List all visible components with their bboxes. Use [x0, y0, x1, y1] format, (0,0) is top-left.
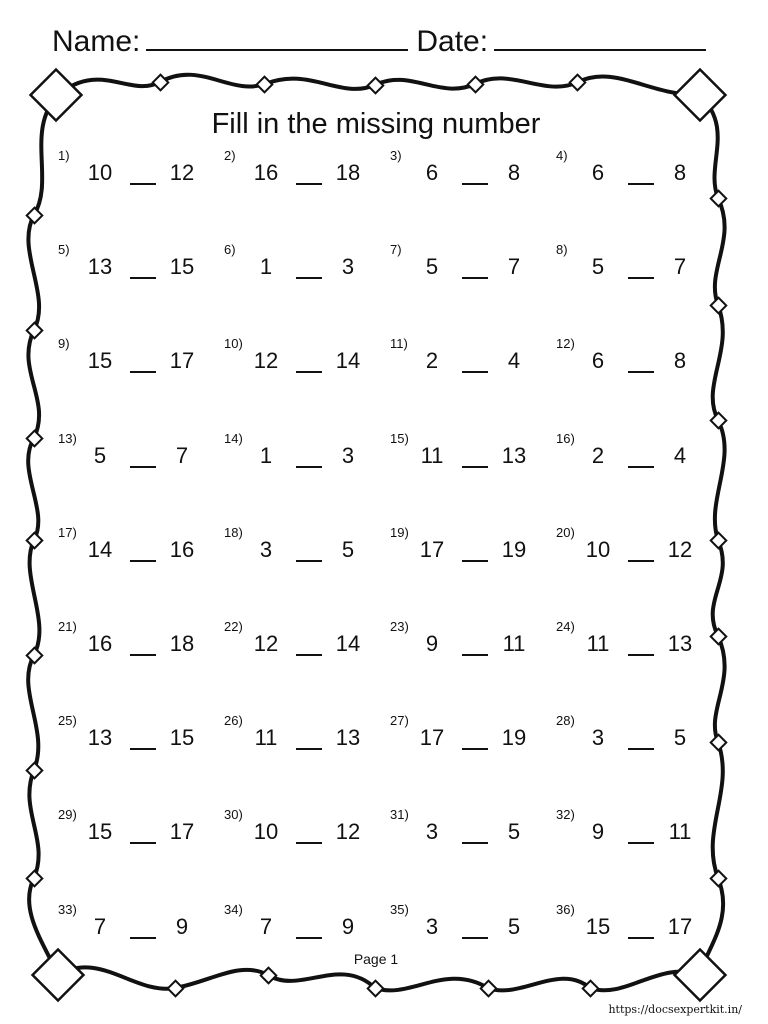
answer-blank[interactable]	[462, 466, 488, 468]
problem-item	[58, 809, 218, 849]
problem-item	[58, 244, 218, 284]
problem-item	[58, 621, 218, 661]
first-number: 2	[591, 442, 605, 468]
second-number: 15	[169, 254, 195, 280]
problem-item	[390, 524, 550, 567]
problem-number: 33)	[58, 901, 77, 917]
first-number: 11	[586, 631, 610, 656]
first-number: 17	[419, 536, 445, 562]
problem-number: 10)	[224, 336, 243, 352]
second-number: 5	[507, 819, 521, 845]
answer-blank[interactable]	[628, 466, 654, 468]
second-number: 13	[667, 631, 693, 656]
problem-item	[390, 715, 550, 755]
problem-number: 9)	[58, 336, 70, 352]
second-number: 8	[673, 348, 687, 374]
second-number: 8	[507, 160, 521, 185]
problem-number: 21)	[58, 619, 77, 634]
first-number: 17	[419, 725, 445, 751]
answer-blank[interactable]	[462, 937, 488, 939]
problem-item	[224, 809, 384, 849]
problem-number: 28)	[556, 713, 575, 729]
answer-blank[interactable]	[462, 654, 488, 656]
first-number: 16	[253, 160, 279, 185]
second-number: 19	[501, 536, 527, 562]
answer-blank[interactable]	[130, 937, 156, 939]
second-number: 3	[341, 254, 355, 280]
second-number: 19	[501, 725, 527, 751]
first-number: 9	[591, 819, 605, 845]
first-number: 10	[87, 160, 113, 185]
answer-blank[interactable]	[296, 466, 322, 468]
answer-blank[interactable]	[296, 748, 322, 750]
problem-item	[224, 150, 384, 190]
answer-blank[interactable]	[628, 748, 654, 750]
second-number: 11	[668, 819, 692, 845]
first-number: 6	[591, 348, 605, 374]
first-number: 15	[87, 819, 113, 845]
problem-number: 26)	[224, 713, 243, 729]
problem-number: 22)	[224, 619, 243, 634]
problem-item	[556, 809, 716, 849]
first-number: 15	[87, 348, 113, 374]
second-number: 7	[507, 254, 521, 280]
problem-number: 7)	[390, 242, 402, 258]
answer-blank[interactable]	[462, 277, 488, 279]
answer-blank[interactable]	[296, 842, 322, 844]
second-number: 5	[341, 536, 355, 562]
problem-item	[556, 338, 716, 378]
second-number: 4	[507, 348, 521, 374]
second-number: 18	[335, 160, 361, 185]
first-number: 9	[425, 631, 439, 656]
first-number: 10	[585, 536, 611, 562]
second-number: 12	[335, 819, 361, 845]
problem-item	[390, 621, 550, 661]
problem-number: 19)	[390, 524, 409, 540]
first-number: 10	[253, 819, 279, 845]
problem-number: 31)	[390, 807, 409, 823]
first-number: 5	[591, 254, 605, 280]
second-number: 13	[335, 725, 361, 751]
answer-blank[interactable]	[628, 560, 654, 562]
answer-blank[interactable]	[130, 183, 156, 185]
problem-item	[556, 244, 716, 284]
first-number: 14	[87, 536, 113, 562]
answer-blank[interactable]	[130, 654, 156, 656]
worksheet-title: Fill in the missing number	[211, 108, 541, 140]
answer-blank[interactable]	[296, 654, 322, 656]
problem-number: 30)	[224, 807, 243, 823]
problem-number: 17)	[58, 524, 77, 540]
problem-number: 36)	[556, 901, 575, 917]
second-number: 7	[175, 442, 189, 468]
answer-blank[interactable]	[628, 654, 654, 656]
problem-number: 18)	[224, 524, 243, 540]
answer-blank[interactable]	[130, 371, 156, 373]
problem-number: 35)	[390, 901, 409, 917]
site-credit: https://docsexpertkit.in/	[608, 1003, 742, 1016]
problem-number: 5)	[58, 242, 70, 258]
problem-item	[390, 338, 550, 378]
problem-item	[224, 715, 384, 755]
first-number: 16	[87, 631, 113, 656]
first-number: 3	[425, 819, 439, 845]
problem-item	[224, 621, 384, 661]
problem-item	[224, 430, 384, 473]
problem-number: 23)	[390, 619, 409, 634]
first-number: 6	[425, 160, 439, 185]
second-number: 8	[673, 160, 687, 185]
page-number: Page 1	[353, 951, 399, 967]
first-number: 2	[425, 348, 439, 374]
first-number: 13	[87, 725, 113, 751]
second-number: 17	[169, 819, 195, 845]
problem-number: 25)	[58, 713, 77, 729]
problem-item	[556, 524, 716, 567]
answer-blank[interactable]	[462, 560, 488, 562]
problem-item	[390, 430, 550, 473]
second-number: 17	[169, 348, 195, 374]
problem-number: 32)	[556, 807, 575, 823]
second-number: 12	[667, 536, 693, 562]
answer-blank[interactable]	[628, 842, 654, 844]
answer-blank[interactable]	[130, 466, 156, 468]
problem-number: 1)	[58, 148, 70, 163]
problem-number: 34)	[224, 901, 243, 917]
problem-item	[556, 430, 716, 473]
problem-item	[390, 150, 550, 190]
answer-blank[interactable]	[462, 371, 488, 373]
answer-blank[interactable]	[628, 371, 654, 373]
date-label: Date:	[416, 25, 489, 58]
answer-blank[interactable]	[462, 748, 488, 750]
answer-blank[interactable]	[628, 183, 654, 185]
second-number: 14	[335, 348, 361, 374]
first-number: 3	[591, 725, 605, 751]
problem-item	[58, 715, 218, 755]
first-number: 3	[425, 913, 439, 939]
problem-item	[556, 150, 716, 190]
first-number: 11	[420, 442, 444, 468]
second-number: 5	[673, 725, 687, 751]
problem-number: 8)	[556, 242, 568, 258]
problem-item	[556, 621, 716, 661]
problem-number: 4)	[556, 148, 568, 163]
first-number: 1	[259, 442, 273, 468]
problem-number: 13)	[58, 430, 77, 446]
second-number: 13	[501, 442, 527, 468]
second-number: 4	[673, 442, 687, 468]
problem-item	[224, 524, 384, 567]
second-number: 9	[175, 913, 189, 939]
first-number: 12	[253, 348, 279, 374]
problem-item	[390, 244, 550, 284]
answer-blank[interactable]	[296, 560, 322, 562]
problem-number: 6)	[224, 242, 236, 258]
second-number: 7	[673, 254, 687, 280]
second-number: 3	[341, 442, 355, 468]
second-number: 5	[507, 913, 521, 939]
answer-blank[interactable]	[130, 560, 156, 562]
answer-blank[interactable]	[296, 277, 322, 279]
problem-item	[556, 901, 716, 944]
problem-item	[556, 715, 716, 755]
problem-item	[224, 244, 384, 284]
answer-blank[interactable]	[296, 183, 322, 185]
first-number: 1	[259, 254, 273, 280]
first-number: 12	[253, 631, 279, 656]
first-number: 5	[93, 442, 107, 468]
second-number: 16	[169, 536, 195, 562]
first-number: 11	[254, 725, 278, 751]
problem-number: 27)	[390, 713, 409, 729]
problem-item	[390, 901, 550, 944]
problem-item	[58, 338, 218, 378]
first-number: 3	[259, 536, 273, 562]
first-number: 13	[87, 254, 113, 280]
first-number: 5	[425, 254, 439, 280]
problem-number: 3)	[390, 148, 402, 163]
second-number: 15	[169, 725, 195, 751]
problem-number: 16)	[556, 430, 575, 446]
second-number: 17	[667, 913, 693, 939]
answer-blank[interactable]	[628, 937, 654, 939]
problem-item	[58, 524, 218, 567]
answer-blank[interactable]	[462, 183, 488, 185]
problem-item	[58, 430, 218, 473]
problem-number: 29)	[58, 807, 77, 823]
problem-item	[390, 809, 550, 849]
second-number: 18	[169, 631, 195, 656]
first-number: 7	[259, 913, 273, 939]
problem-number: 11)	[390, 336, 408, 352]
problem-item	[58, 901, 218, 944]
problem-number: 12)	[556, 336, 575, 352]
second-number: 14	[335, 631, 361, 656]
answer-blank[interactable]	[130, 842, 156, 844]
answer-blank[interactable]	[462, 842, 488, 844]
second-number: 9	[341, 913, 355, 939]
name-label: Name:	[52, 25, 141, 58]
second-number: 12	[169, 160, 195, 185]
problem-number: 24)	[556, 619, 575, 634]
first-number: 7	[93, 913, 107, 939]
problem-number: 15)	[390, 430, 409, 446]
first-number: 15	[585, 913, 611, 939]
problem-item	[58, 150, 218, 190]
problem-number: 2)	[224, 148, 236, 163]
second-number: 11	[502, 631, 526, 656]
problem-item	[224, 901, 384, 944]
problem-number: 20)	[556, 524, 575, 540]
answer-blank[interactable]	[130, 748, 156, 750]
problem-number: 14)	[224, 430, 243, 446]
answer-blank[interactable]	[628, 277, 654, 279]
first-number: 6	[591, 160, 605, 185]
problem-item	[224, 338, 384, 378]
answer-blank[interactable]	[130, 277, 156, 279]
answer-blank[interactable]	[296, 371, 322, 373]
answer-blank[interactable]	[296, 937, 322, 939]
